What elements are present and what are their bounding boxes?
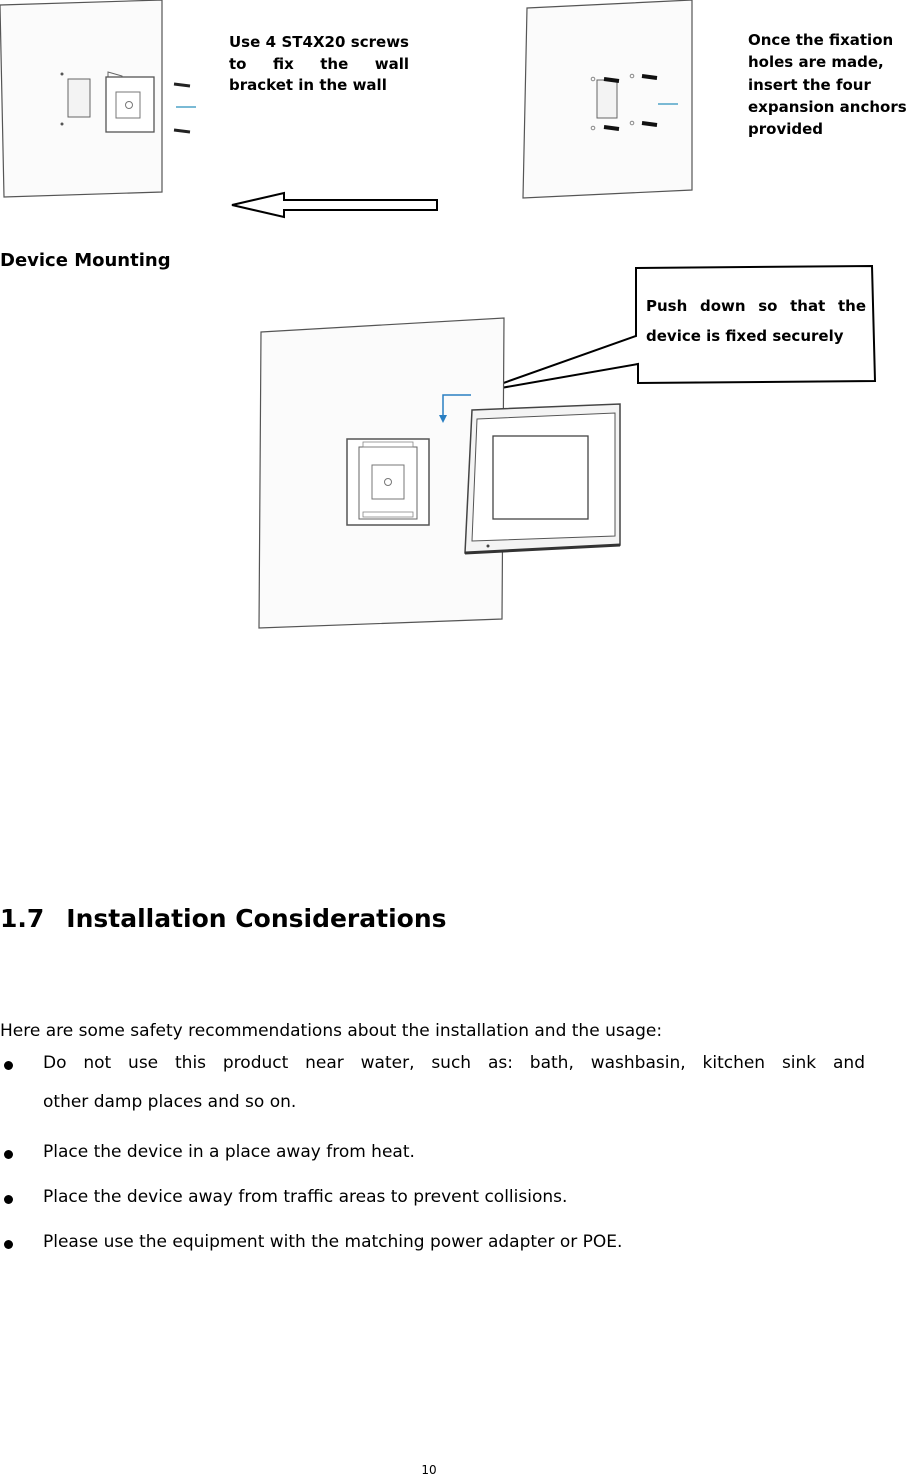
page-number: 10 [421, 1463, 437, 1477]
intro-paragraph: Here are some safety recommendations about the installation and the usage: [0, 1021, 663, 1041]
list-item: Place the device in a place away from heat. [43, 1142, 415, 1162]
bullet-dot-icon [4, 1240, 13, 1249]
caption-line: expansion anchors [748, 97, 907, 116]
list-item: Do not use this product near water, such as: bath, washbasin, kitchen sink and [43, 1053, 865, 1073]
device-mounting-figure [255, 315, 635, 635]
caption-line: insert the four [748, 75, 871, 94]
list-item-continuation: other damp places and so on. [43, 1092, 297, 1112]
bullet-dot-icon [4, 1150, 13, 1159]
left-arrow-icon [228, 192, 443, 222]
list-item: Please use the equipment with the matching power adapter or POE. [43, 1232, 623, 1252]
caption-line: bracket in the wall [229, 76, 387, 94]
wall-bracket-screws-figure [0, 0, 170, 205]
list-item: Place the device away from traffic areas to prevent collisions. [43, 1187, 568, 1207]
bullet-dot-icon [4, 1061, 13, 1070]
anchors-caption [748, 29, 908, 140]
caption-line: Use 4 ST4X20 screws [229, 33, 409, 51]
bracket-screws-caption [229, 32, 409, 97]
caption-line: holes are made, [748, 53, 884, 72]
caption-line: Once the fixation [748, 31, 894, 49]
callout-text [646, 291, 866, 351]
section-title: Installation Considerations [66, 904, 447, 933]
section-number: 1.7 [0, 904, 45, 933]
bullet-dot-icon [4, 1195, 13, 1204]
device-mounting-label: Device Mounting [0, 250, 171, 271]
wall-anchors-figure [520, 0, 740, 205]
callout-line: device is fixed securely [646, 327, 844, 345]
section-heading [0, 904, 447, 933]
caption-line: to fix the wall [229, 54, 409, 73]
caption-line: provided [748, 120, 824, 139]
callout-line: Push down so that the [646, 297, 866, 315]
